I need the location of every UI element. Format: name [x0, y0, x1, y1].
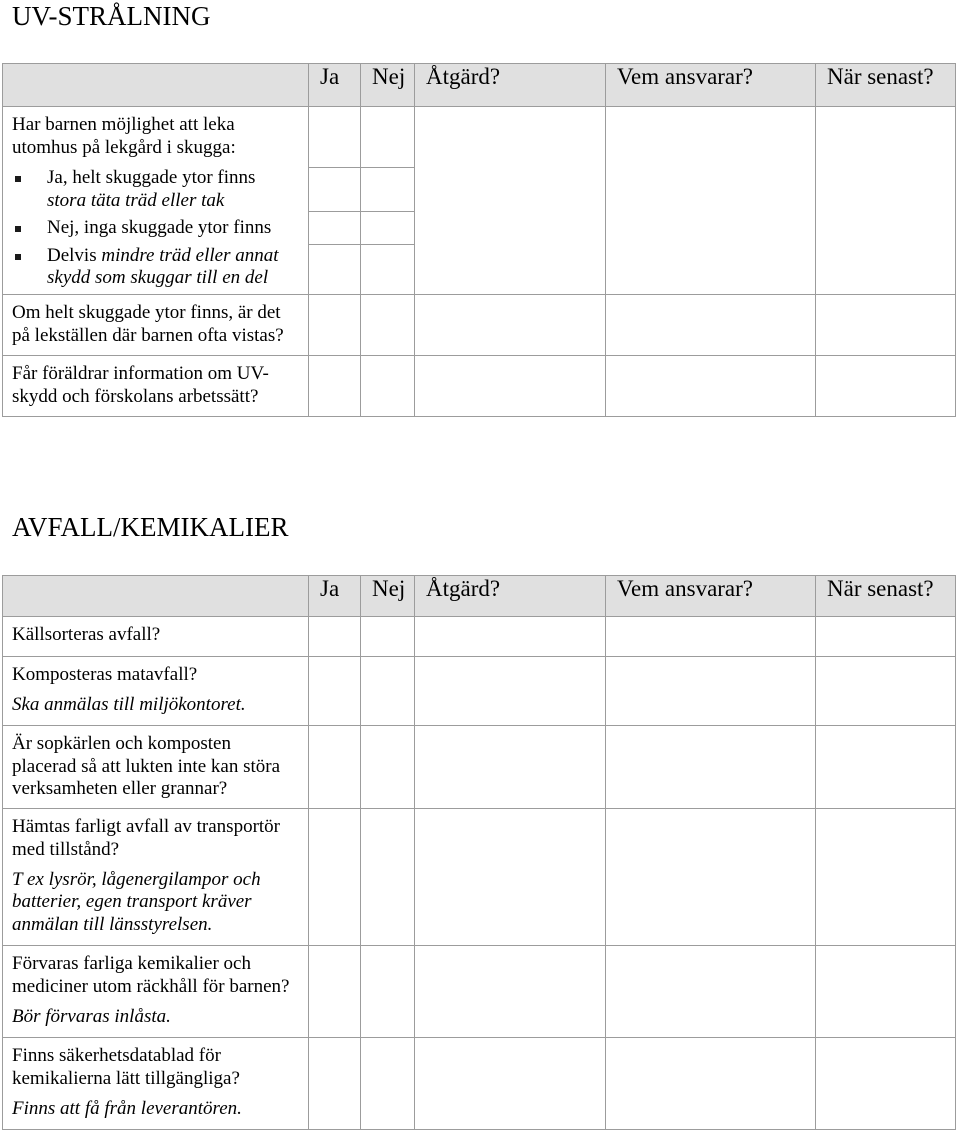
question-text: Finns säkerhetsdatablad för kemikalierna lätt tillgängliga?	[12, 1045, 240, 1089]
atgard-cell	[415, 657, 606, 726]
header-question-cell	[3, 576, 309, 617]
question-note: Ska anmälas till miljökontoret.	[12, 694, 246, 715]
question-cell	[3, 726, 309, 809]
vem-ansvarar-cell	[606, 107, 816, 295]
section-title-avfall: AVFALL/KEMIKALIER	[12, 512, 289, 542]
ja-cell	[309, 657, 361, 726]
nar-senast-cell	[816, 726, 956, 809]
atgard-cell	[415, 946, 606, 1038]
nej-cell	[361, 657, 415, 726]
ja-cell	[309, 168, 361, 212]
vem-ansvarar-cell	[606, 295, 816, 356]
ja-cell	[309, 1038, 361, 1130]
option-item	[47, 245, 298, 290]
vem-ansvarar-cell	[606, 726, 816, 809]
header-nar-senast: När senast?	[816, 64, 956, 107]
option-note: stora täta träd eller tak	[47, 189, 225, 211]
atgard-cell	[415, 809, 606, 946]
ja-cell	[309, 212, 361, 245]
nar-senast-cell	[816, 356, 956, 417]
question-text: Förvaras farliga kemikalier och mediciner utom räckhåll för barnen?	[12, 953, 290, 997]
vem-ansvarar-cell	[606, 1038, 816, 1130]
header-atgard: Åtgärd?	[415, 576, 606, 617]
nej-cell	[361, 107, 415, 168]
option-label: Nej, inga skuggade ytor finns	[47, 217, 272, 238]
nej-cell	[361, 946, 415, 1038]
atgard-cell	[415, 617, 606, 657]
header-ja: Ja	[309, 576, 361, 617]
header-vem-ansvarar: Vem ansvarar?	[606, 64, 816, 107]
question-text: Om helt skuggade ytor finns, är det på lekställen där barnen ofta vistas?	[12, 302, 284, 346]
nej-cell	[361, 1038, 415, 1130]
atgard-cell	[415, 295, 606, 356]
ja-cell	[309, 809, 361, 946]
question-cell	[3, 356, 309, 417]
question-cell	[3, 946, 309, 1038]
question-cell	[3, 809, 309, 946]
question-note: T ex lysrör, lågenergilampor och batterier, egen transport kräver anmälan till länsstyrelsen.	[12, 868, 261, 935]
vem-ansvarar-cell	[606, 356, 816, 417]
nej-cell	[361, 809, 415, 946]
option-list	[12, 167, 298, 290]
nej-cell	[361, 617, 415, 657]
vem-ansvarar-cell	[606, 809, 816, 946]
option-label: Delvis	[47, 244, 97, 266]
option-note: mindre träd eller annat skydd som skuggar till en del	[47, 244, 279, 288]
question-text: Får föräldrar information om UV-skydd och förskolans arbetssätt?	[12, 363, 269, 407]
ja-cell	[309, 726, 361, 809]
atgard-cell	[415, 356, 606, 417]
square-bullet-icon	[15, 254, 21, 260]
nar-senast-cell	[816, 1038, 956, 1130]
nej-cell	[361, 245, 415, 295]
nej-cell	[361, 726, 415, 809]
header-nej: Nej	[361, 64, 415, 107]
nar-senast-cell	[816, 946, 956, 1038]
header-ja: Ja	[309, 64, 361, 107]
vem-ansvarar-cell	[606, 946, 816, 1038]
nar-senast-cell	[816, 295, 956, 356]
atgard-cell	[415, 726, 606, 809]
question-cell	[3, 1038, 309, 1130]
ja-cell	[309, 356, 361, 417]
option-label: Ja, helt skuggade ytor finns	[47, 167, 256, 188]
ja-cell	[309, 107, 361, 168]
question-cell	[3, 107, 309, 295]
nar-senast-cell	[816, 107, 956, 295]
vem-ansvarar-cell	[606, 617, 816, 657]
question-note: Bör förvaras inlåsta.	[12, 1005, 171, 1027]
avfall-checklist-table	[2, 575, 956, 1130]
nej-cell	[361, 295, 415, 356]
ja-cell	[309, 295, 361, 356]
nej-cell	[361, 356, 415, 417]
question-text: Komposteras matavfall?	[12, 664, 198, 685]
nar-senast-cell	[816, 809, 956, 946]
nar-senast-cell	[816, 617, 956, 657]
header-vem-ansvarar: Vem ansvarar?	[606, 576, 816, 617]
question-cell	[3, 295, 309, 356]
header-question-cell	[3, 64, 309, 107]
question-cell	[3, 657, 309, 726]
ja-cell	[309, 946, 361, 1038]
atgard-cell	[415, 107, 606, 295]
question-text: Hämtas farligt avfall av transportör med tillstånd?	[12, 816, 281, 860]
square-bullet-icon	[15, 176, 21, 182]
option-item	[47, 217, 298, 240]
square-bullet-icon	[15, 226, 21, 232]
ja-cell	[309, 245, 361, 295]
question-text: Källsorteras avfall?	[12, 624, 161, 645]
header-nar-senast: När senast?	[816, 576, 956, 617]
question-text: Har barnen möjlighet att leka utomhus på lekgård i skugga:	[12, 114, 236, 158]
section-title-uv: UV-STRÅLNING	[12, 1, 211, 31]
header-atgard: Åtgärd?	[415, 64, 606, 107]
nej-cell	[361, 168, 415, 212]
question-cell	[3, 617, 309, 657]
question-note: Finns att få från leverantören.	[12, 1097, 242, 1119]
ja-cell	[309, 617, 361, 657]
atgard-cell	[415, 1038, 606, 1130]
uv-checklist-table	[2, 63, 956, 417]
vem-ansvarar-cell	[606, 657, 816, 726]
nej-cell	[361, 212, 415, 245]
nar-senast-cell	[816, 657, 956, 726]
option-item	[47, 167, 298, 212]
header-nej: Nej	[361, 576, 415, 617]
question-text: Är sopkärlen och komposten placerad så att lukten inte kan störa verksamheten eller grannar?	[12, 733, 281, 799]
